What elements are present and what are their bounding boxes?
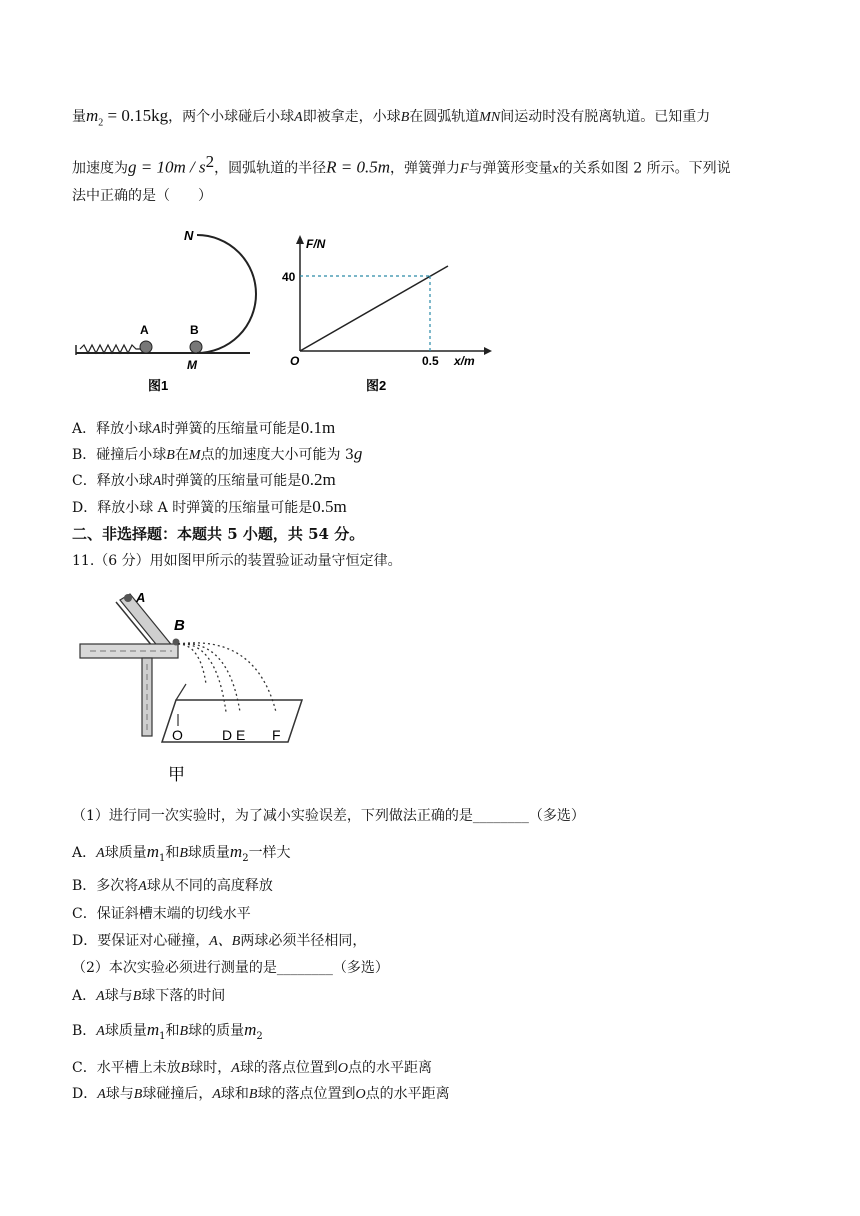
q11-p2-option-a <box>72 986 225 1007</box>
intro-line-2 <box>72 152 731 180</box>
var: m <box>244 1020 257 1039</box>
var: B <box>248 1087 258 1102</box>
label-N: N <box>184 228 194 243</box>
text: A． <box>72 988 97 1004</box>
var-B: B <box>400 110 410 125</box>
caption-jia: 甲 <box>168 765 185 784</box>
value: 0.5m <box>312 497 347 516</box>
figure-1 <box>70 224 270 400</box>
text: B．碰撞后小球 <box>72 447 167 463</box>
var-F: F <box>459 161 469 177</box>
text: 球从不同的高度释放 <box>146 878 273 894</box>
label-B: B <box>174 617 185 634</box>
q11-p1-option-c: C．保证斜槽末端的切线水平 <box>72 906 251 922</box>
q11-stem: 11.（6 分）用如图甲所示的装置验证动量守恒定律。 <box>72 553 402 569</box>
text: 点的加速度大小可能为 3 <box>200 447 354 463</box>
text: ，圆弧轨道的半径 <box>214 160 327 177</box>
text: 球质量 <box>104 1023 147 1039</box>
value: g <box>353 444 363 463</box>
q10-option-b <box>72 444 362 466</box>
q10-option-c <box>72 470 336 492</box>
var: A <box>231 1061 240 1076</box>
text: 球和 <box>220 1086 249 1102</box>
q11-p2-option-c <box>72 1058 432 1079</box>
figure-apparatus <box>76 584 306 790</box>
sub: 1 <box>158 852 166 864</box>
text: B．多次将 <box>72 878 139 894</box>
text: C．水平槽上未放 <box>72 1060 181 1076</box>
var: B <box>179 1024 189 1039</box>
ball-A <box>124 594 132 602</box>
q11-p1-option-b <box>72 876 273 897</box>
var: A <box>152 422 161 437</box>
q11-p1-option-a <box>72 842 291 869</box>
text: 球与 <box>104 988 133 1004</box>
q11-part1: （1）进行同一次实验时，为了减小实验误差，下列做法正确的是________（多选） <box>72 808 585 824</box>
var: m <box>229 842 243 861</box>
value-m2: = 0.15kg <box>103 106 169 125</box>
sub: 2 <box>242 852 249 864</box>
sub: 1 <box>159 1030 166 1042</box>
text: 时弹簧的压缩量可能是 <box>160 421 301 437</box>
text: 与弹簧形变量 <box>468 160 553 177</box>
var: A <box>138 879 147 894</box>
text: 球质量 <box>187 845 230 861</box>
var: B <box>132 989 142 1004</box>
origin-label: O <box>290 354 300 368</box>
text: D．释放小球 A 时弹簧的压缩量可能是 <box>72 500 313 516</box>
text: 在圆弧轨道 <box>409 109 480 125</box>
text: 量 <box>72 109 86 125</box>
var-MN: MN <box>479 110 501 125</box>
q11-part2: （2）本次实验必须进行测量的是________（多选） <box>72 960 389 976</box>
intro-line-1 <box>72 106 710 133</box>
value-g: g = 10m / s <box>128 157 206 177</box>
var-m2: m <box>86 106 99 125</box>
label-B: B <box>190 323 199 337</box>
text: 的关系如图 2 所示。下列说 <box>558 160 731 177</box>
var: B <box>133 1087 143 1102</box>
text: 球下落的时间 <box>141 988 226 1004</box>
q11-p2-option-d <box>72 1084 450 1105</box>
text: ，两个小球碰后小球 <box>168 109 295 125</box>
var: A <box>96 989 105 1004</box>
f-x-line <box>300 266 448 351</box>
label-A: A <box>140 323 149 337</box>
var-x: x <box>552 161 559 177</box>
var: B <box>180 1061 190 1076</box>
q11-p2-option-b <box>72 1020 263 1047</box>
var: B <box>179 846 188 861</box>
label-A: A <box>136 590 146 605</box>
ball-A <box>140 341 152 353</box>
label-D: D <box>222 727 233 743</box>
text: C．释放小球 <box>72 473 153 489</box>
x-tick-0.5: 0.5 <box>422 354 439 368</box>
var: A <box>97 1087 106 1102</box>
y-axis-label: F/N <box>306 237 326 251</box>
var: m <box>146 1020 160 1039</box>
var: O <box>337 1061 348 1076</box>
text: 球的质量 <box>188 1023 245 1039</box>
q11-p1-option-d <box>72 931 366 952</box>
text: 间运动时没有脱离轨道。已知重力 <box>500 109 711 125</box>
value: 0.1m <box>300 418 336 437</box>
var: B <box>166 448 175 463</box>
text: 即被拿走，小球 <box>302 109 401 125</box>
var: A <box>152 474 162 489</box>
y-tick-40: 40 <box>282 270 296 284</box>
text: D． <box>72 1086 98 1102</box>
value-R: R = 0.5m <box>326 157 390 177</box>
var-A: A <box>294 110 303 125</box>
text: 加速度为 <box>72 160 128 177</box>
sup: 2 <box>205 152 215 171</box>
text: 球与 <box>105 1086 134 1102</box>
var: M <box>188 448 201 463</box>
text: B． <box>72 1023 97 1039</box>
sub: 2 <box>98 117 104 129</box>
var: m <box>146 842 159 861</box>
text: 在 <box>174 447 189 463</box>
text: D．要保证对心碰撞， <box>72 933 210 949</box>
sub: 2 <box>256 1030 263 1042</box>
text: 时弹簧的压缩量可能是 <box>161 473 302 489</box>
intro-line-3: 法中正确的是（ ） <box>72 188 212 204</box>
var: A <box>96 846 105 861</box>
caption-fig1: 图1 <box>148 378 169 393</box>
text: 和 <box>165 845 180 861</box>
text: 球的落点位置到 <box>257 1086 356 1102</box>
section-heading: 二、非选择题：本题共 5 小题，共 54 分。 <box>72 525 365 543</box>
text: 球碰撞后， <box>142 1086 213 1102</box>
var: A <box>212 1087 221 1102</box>
text: A．释放小球 <box>72 421 153 437</box>
text: 两球必须半径相同， <box>240 933 367 949</box>
q10-option-a <box>72 418 335 440</box>
label-F: F <box>272 727 281 743</box>
value: 0.2m <box>301 470 336 489</box>
label-E: E <box>236 727 246 743</box>
label-O: O <box>172 727 183 743</box>
q10-option-d <box>72 497 347 518</box>
text: 球时， <box>189 1060 232 1076</box>
text: 点的水平距离 <box>365 1086 450 1102</box>
text: 球质量 <box>104 845 147 861</box>
x-axis-label: x/m <box>454 354 475 368</box>
label-M: M <box>187 358 197 372</box>
var: O <box>355 1087 366 1102</box>
text: ，弹簧弹力 <box>389 160 460 177</box>
text: 和 <box>165 1023 180 1039</box>
var: A <box>96 1024 105 1039</box>
var: A、B <box>209 934 241 949</box>
caption-fig2: 图2 <box>366 378 387 393</box>
ball-B <box>190 341 202 353</box>
figure-2 <box>282 232 488 400</box>
text: 球的落点位置到 <box>239 1060 338 1076</box>
text: 点的水平距离 <box>347 1060 432 1076</box>
text: A． <box>72 845 97 861</box>
text: 一样大 <box>248 845 291 861</box>
